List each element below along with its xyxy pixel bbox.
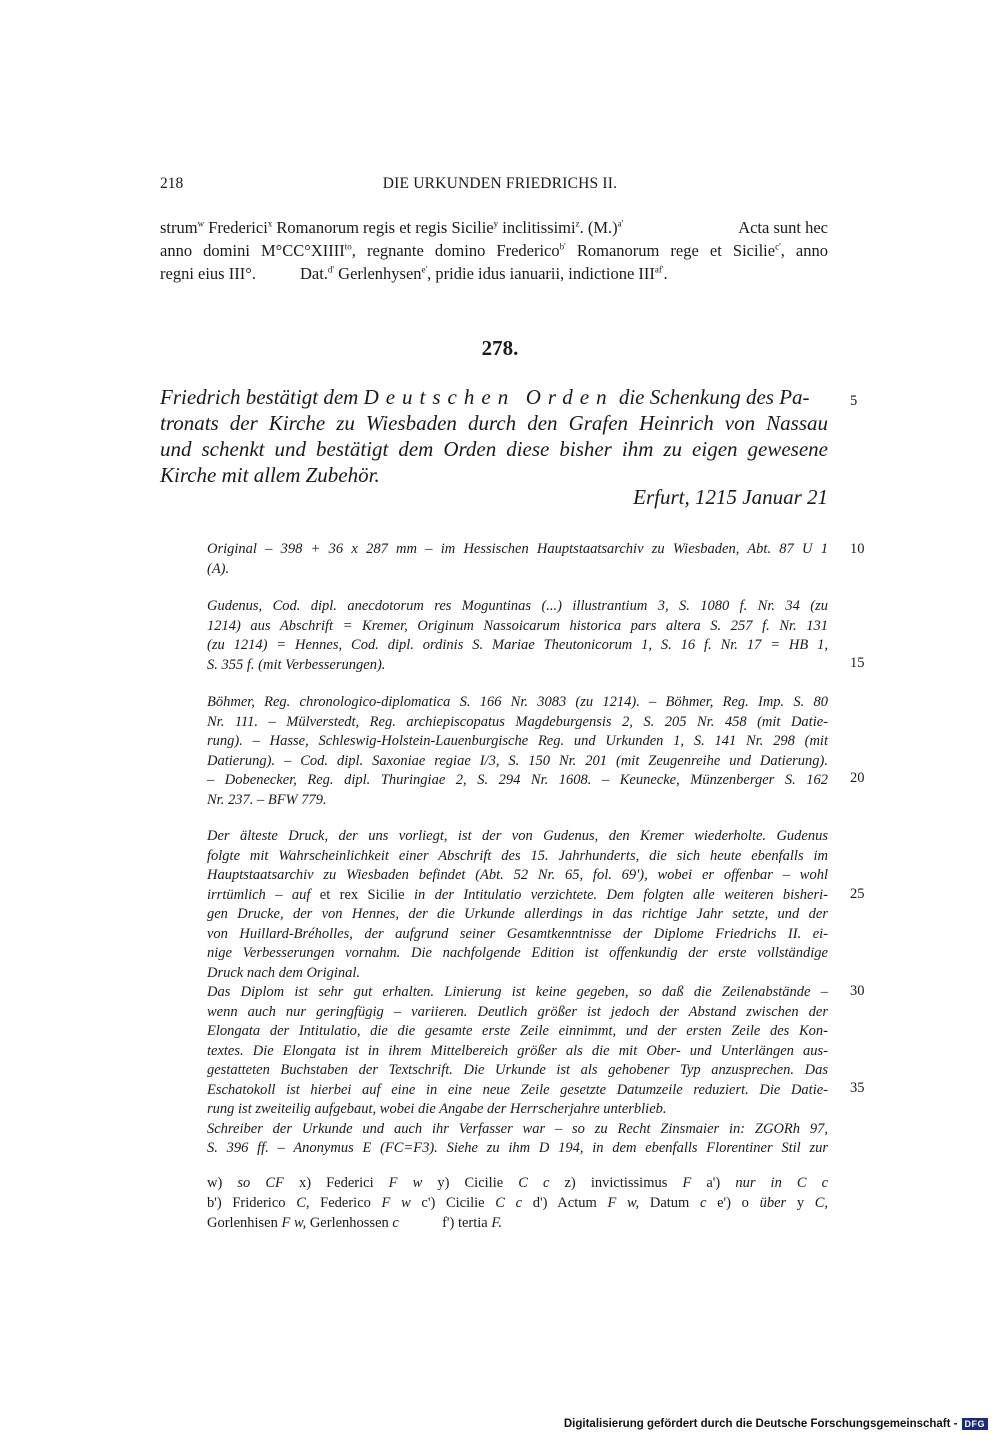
footnote-line-1 [207, 1173, 828, 1193]
page-number: 218 [160, 175, 184, 192]
commentary-section: Der älteste Druck, der uns vorliegt, ist der von Gudenus, den Kremer wiederholte. Gudenus folgte mit Wahrscheinlichkeit einer Abschrift des 15. Jahrhunderts, die sich heute ebenfalls im Hauptstaatsarchiv zu Wiesbaden befindet (Abt. 52 Nr. 65, fol. 69'), wobei er offenbar – wohl irrtümlich – auf et rex Sicilie in der Intitulatio verzichtete. Dem folgten alle weiteren bisheri- gen Drucke, der von Hennes, der die Urkunde allerdings in das richtige Jahr setzte, und der von Huillard-Bréholles, der aufgrund seiner Gesamtkenntnisse der Diplome Friedrichs II. ei- nige Verbesserungen vornahm. Die nachfolgende Edition ist offenkundig der erste vollständige Druck nach dem Original. Das Diplom ist sehr gut erhalten. Linierung ist keine gegeben, so daß die Zeilenabstände – wenn auch nur geringfügig – variieren. Deutlich größer ist jedoch der Abstand zwischen der Elongata der Intitulatio, die die gesamte erste Zeile einnimmt, und der ersten Zeile des Kon- textes. Die Elongata ist in ihrem Mittelbereich größer als die mit Ober- und Unterlängen aus- gestatteten Buchstaben der Textschrift. Die Urkunde ist als gehobener Typ anzusprechen. Das Eschatokoll ist hierbei auf eine in eine neue Zeile gesetzte Datumzeile reduziert. Die Datie- rung ist zweiteilig aufgebaut, wobei die Angabe der Herrscherjahre unterblieb. Schreiber der Urkunde und auch ihr Verfasser war – so zu Recht Zinsmaier in: ZGORh 97, S. 396 ff. – Anonymus E (FC=F3). Siehe zu ihm D 194, in dem ebenfalls Florentiner Stil zur [207, 828, 828, 1156]
regest-line-3: und schenkt und bestätigt dem Orden diese bisher ihm zu eigen gewesene [160, 437, 828, 461]
document-number: 278. [481, 336, 519, 360]
prints-section: Gudenus, Cod. dipl. anecdotorum res Moguntinas (...) illustrantium 3, S. 1080 f. Nr. 34 (zu 1214) aus Abschrift = Kremer, Originum Nassoicarum historica pars altera S. 257 f. Nr. 131 (zu 1214) = Hennes, Cod. dipl. ordinis S. Mariae Theutonicorum 1, S. 16 f. Nr. 17 = HB 1, S. 355 f. (mit Verbesserungen). [207, 598, 828, 673]
previous-document-end [160, 216, 828, 285]
regesta-section: Böhmer, Reg. chronologico-diplomatica S. 166 Nr. 3083 (zu 1214). – Böhmer, Reg. Imp. S. 80 Nr. 111. – Mülverstedt, Reg. archiepiscopatus Magdeburgensis 2, S. 205 Nr. 458 (mit Datie- rung). – Hasse, Schleswig-Holstein-Lauenburgische Reg. und Urkunden 1, S. 141 Nr. 298 (mit Datierung). – Cod. dipl. Saxoniae regiae I/3, S. 150 Nr. 201 (mit Zeugenreihe und Datierung). – Dobenecker, Reg. dipl. Thuringiae 2, S. 294 Nr. 1608. – Keunecke, Münzenberger S. 162 Nr. 237. – BFW 779. [207, 694, 828, 808]
footnote-a: a') nur in C c [706, 1175, 829, 1191]
footnote-z: z) invictissimus F [564, 1175, 692, 1191]
line-number: 20 [850, 770, 865, 786]
footnote-c: c') Cicilie C c [421, 1195, 523, 1211]
line-number: 25 [850, 886, 865, 902]
funding-credit-text: Digitalisierung gefördert durch die Deutsche Forschungsgemeinschaft - [563, 1418, 958, 1430]
intro-line-3: regni eius III°. Dat.$^{d'}$ Gerlenhysen$^{e'}$, pridie idus ianuarii, indictione $III^{af'}$. [160, 264, 668, 283]
footnote-f: f') tertia F. [442, 1215, 502, 1231]
critical-apparatus [207, 1173, 828, 1233]
regest-line-4: Kirche mit allem Zubehör. [160, 463, 380, 487]
funding-credit [564, 1418, 988, 1430]
dfg-logo: DFG [962, 1418, 989, 1430]
regest-line-2: tronats der Kirche zu Wiesbaden durch den Grafen Heinrich von Nassau [160, 411, 828, 435]
footnote-d: d') Actum F w, Datum c [532, 1195, 707, 1211]
regest-line-1: Friedrich bestätigt dem Deutschen Orden die Schenkung des Pa- [160, 385, 810, 409]
line-number: 5 [850, 393, 858, 409]
footnote-e-cont: Gorlenhisen F w, Gerlenhossen c [207, 1215, 399, 1231]
line-number: 35 [850, 1080, 865, 1096]
commentary-line-4: irrtümlich – auf et rex Sicilie in der Intitulatio verzichtete. Dem folgten alle weiteren bisheri- [207, 886, 828, 903]
original-description: Original – 398 + 36 x 287 mm – im Hessischen Hauptstaatsarchiv zu Wiesbaden, Abt. 87 U 1 (A). [207, 541, 828, 577]
regest [160, 384, 828, 488]
footnote-w: w) so CF [207, 1175, 284, 1191]
footnote-line-3 [207, 1213, 828, 1233]
footnote-e: e') o über y C, [717, 1195, 829, 1211]
intro-line-2: anno domini $M^\circ CC^\circ XIIII^{to}$, regnante domino Frederico$^{b'}$ Romanorum rege et Sicilie$^{c'}$, anno [160, 241, 828, 260]
line-number: 10 [850, 541, 865, 557]
regest-date: Erfurt, 1215 Januar 21 [633, 485, 828, 509]
line-number: 30 [850, 983, 865, 999]
footnote-b: b') Friderico C, Federico F w [207, 1195, 411, 1211]
footnote-y: y) Cicilie C c [437, 1175, 550, 1191]
line-number: 15 [850, 655, 865, 671]
intro-line-1: strum$^w$ Frederici$^x$ Romanorum regis et regis Sicilie$^y$ inclitissimi$^z$. $(M.)^{a'}$ Acta sunt hec [160, 218, 828, 237]
footnote-line-2 [207, 1193, 828, 1213]
running-title: DIE URKUNDEN FRIEDRICHS II. [382, 175, 618, 192]
footnote-x: x) Federici F w [298, 1175, 423, 1191]
